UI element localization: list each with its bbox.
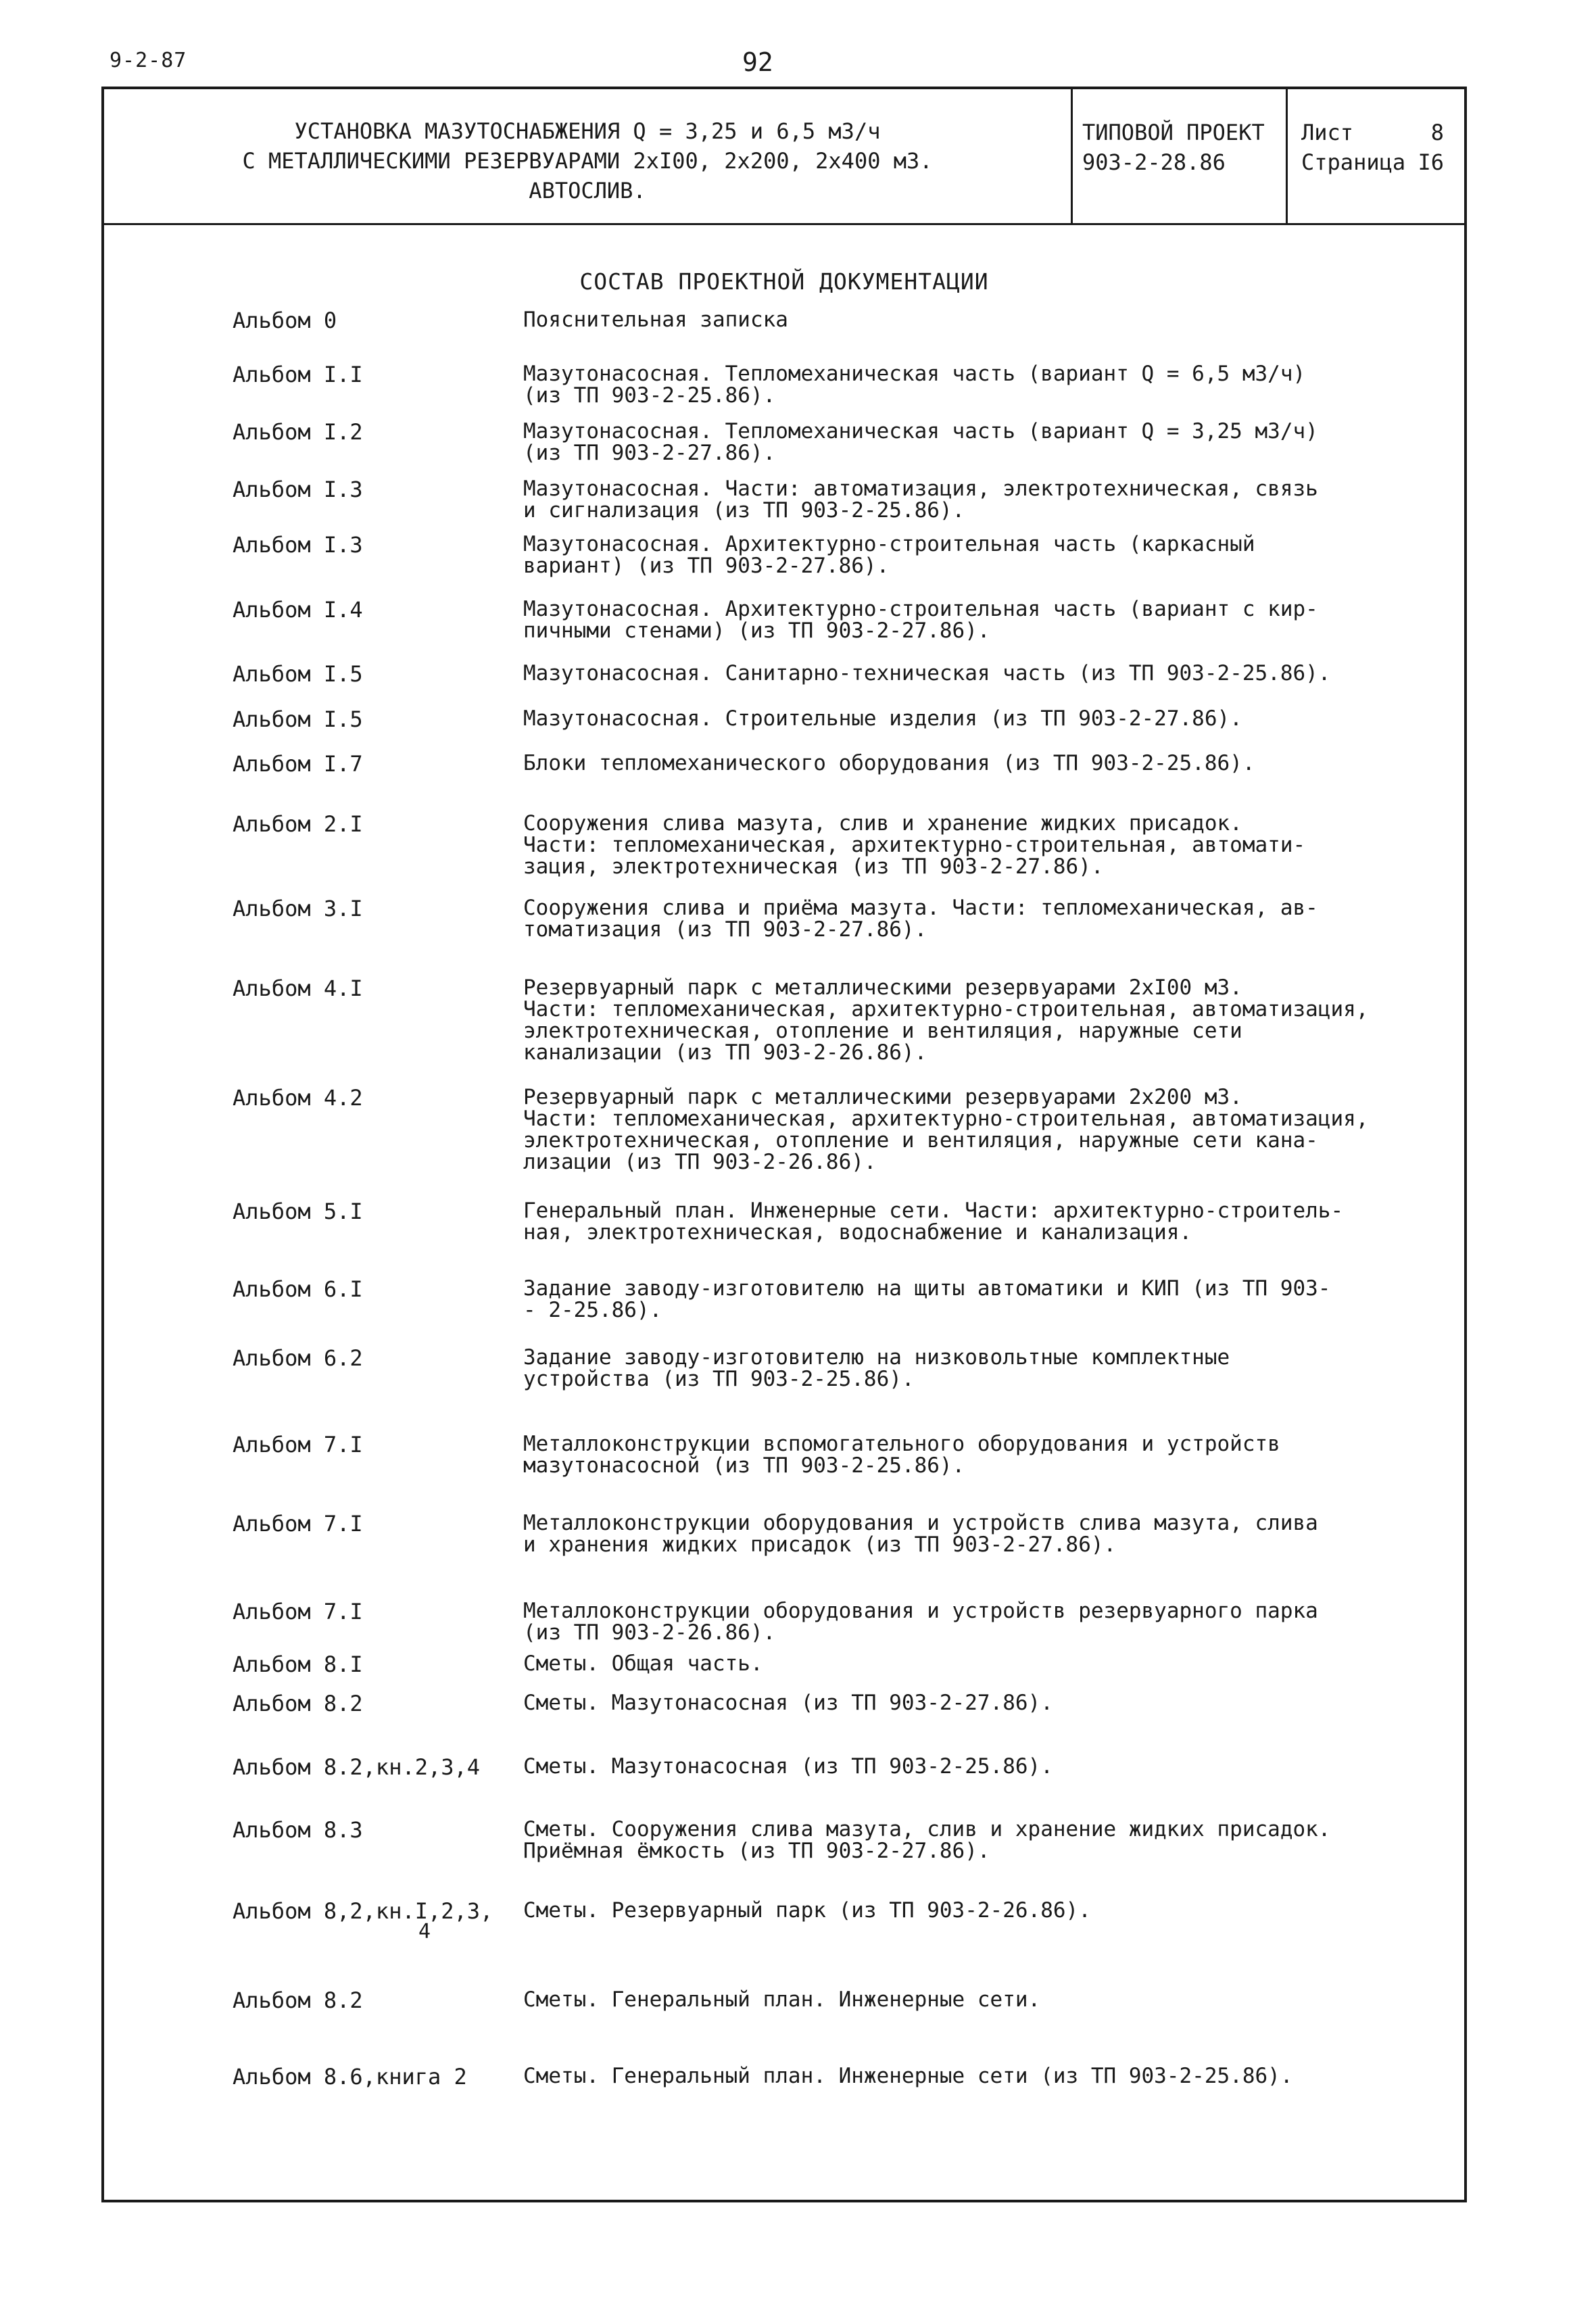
- album-description: Резервуарный парк с металлическими резервуарами 2х200 м3. Части: тепломеханическая, архитектурно-строительная, автоматизация, электротехническая, отопление и вентиляция, наружные сети кана- лизации (из ТП 903-2-26.86).: [523, 1085, 1369, 1174]
- album-description: Сметы. Резервуарный парк (из ТП 903-2-26.86).: [523, 1898, 1091, 1923]
- album-description: Резервуарный парк с металлическими резервуарами 2хI00 м3. Части: тепломеханическая, архитектурно-строительная, автоматизация, электротехническая, отопление и вентиляция, наружные сети канализации (из ТП 903-2-26.86).: [523, 975, 1369, 1065]
- documentation-heading: СОСТАВ ПРОЕКТНОЙ ДОКУМЕНТАЦИИ: [579, 268, 989, 295]
- album-label: Альбом I.I: [233, 362, 363, 387]
- album-label: Альбом 0: [233, 308, 337, 333]
- album-label: Альбом 8.2: [233, 1987, 363, 2013]
- album-description: Мазутонасосная. Архитектурно-строительная часть (каркасный вариант) (из ТП 903-2-27.86).: [523, 532, 1255, 578]
- album-description: Сметы. Мазутонасосная (из ТП 903-2-25.86).: [523, 1754, 1053, 1779]
- album-label: Альбом 4.I: [233, 975, 363, 1001]
- album-label: Альбом 3.I: [233, 896, 363, 921]
- title-block: [104, 89, 1464, 225]
- album-description: Блоки тепломеханического оборудования (из ТП 903-2-25.86).: [523, 751, 1255, 775]
- album-label: Альбом 8.3: [233, 1817, 363, 1843]
- album-label: Альбом 7.I: [233, 1599, 363, 1624]
- album-description: Сооружения слива мазута, слив и хранение жидких присадок. Части: тепломеханическая, архитектурно-строительная, автомати- зация, электротехническая (из ТП 903-2-27.86).: [523, 811, 1306, 879]
- album-description: Сметы. Сооружения слива мазута, слив и хранение жидких присадок. Приёмная ёмкость (из ТП 903-2-27.86).: [523, 1817, 1331, 1863]
- album-description: Металлоконструкции вспомогательного оборудования и устройств мазутонасосной (из ТП 903-2-25.86).: [523, 1432, 1280, 1478]
- album-description: Металлоконструкции оборудования и устройств резервуарного парка (из ТП 903-2-26.86).: [523, 1599, 1318, 1645]
- sheet-label: Лист: [1301, 120, 1354, 145]
- album-label: Альбом 8.I: [233, 1651, 363, 1677]
- album-label: Альбом I.5: [233, 661, 363, 687]
- album-description: Сметы. Генеральный план. Инженерные сети.: [523, 1987, 1041, 2012]
- album-description: Мазутонасосная. Тепломеханическая часть (вариант Q = 3,25 м3/ч) (из ТП 903-2-27.86).: [523, 419, 1318, 465]
- album-label: Альбом 8.2: [233, 1691, 363, 1716]
- album-label: Альбом 8.2,кн.2,3,4: [233, 1754, 481, 1780]
- album-label: Альбом I.2: [233, 419, 363, 445]
- album-label-subscript: 4: [418, 1920, 431, 1944]
- project-number: 903-2-28.86: [1082, 149, 1226, 175]
- page-label: Страница: [1301, 149, 1406, 175]
- album-label: Альбом I.5: [233, 706, 363, 732]
- title-block-project: [1073, 89, 1288, 223]
- title-block-title: [104, 89, 1073, 223]
- page-row: [1301, 147, 1464, 177]
- album-description: Сметы. Генеральный план. Инженерные сети (из ТП 903-2-25.86).: [523, 2064, 1293, 2088]
- album-description: Задание заводу-изготовителю на низковольтные комплектные устройства (из ТП 903-2-25.86).: [523, 1345, 1230, 1391]
- album-label: Альбом I.3: [233, 477, 363, 502]
- project-label: ТИПОВОЙ ПРОЕКТ: [1082, 120, 1265, 145]
- album-description: Мазутонасосная. Тепломеханическая часть (вариант Q = 6,5 м3/ч) (из ТП 903-2-25.86).: [523, 362, 1306, 408]
- title-line-3: АВТОСЛИВ.: [529, 178, 646, 203]
- album-label: Альбом 6.I: [233, 1276, 363, 1302]
- document-code: 9-2-87: [110, 49, 187, 72]
- album-description: Пояснительная записка: [523, 308, 788, 332]
- title-line-2: С МЕТАЛЛИЧЕСКИМИ РЕЗЕРВУАРАМИ 2хI00, 2х200, 2х400 м3.: [242, 148, 933, 174]
- album-description: Генеральный план. Инженерные сети. Части: архитектурно-строитель- ная, электротехническая, водоснабжение и канализация.: [523, 1199, 1344, 1245]
- album-description: Металлоконструкции оборудования и устройств слива мазута, слива и хранения жидких присадок (из ТП 903-2-27.86).: [523, 1511, 1318, 1557]
- album-label: Альбом 4.2: [233, 1085, 363, 1111]
- title-block-sheet: [1288, 89, 1464, 223]
- album-label: Альбом 7.I: [233, 1432, 363, 1457]
- page-value: I6: [1418, 149, 1444, 175]
- album-label: Альбом 7.I: [233, 1511, 363, 1537]
- album-label: Альбом I.4: [233, 597, 363, 623]
- sheet-value: 8: [1430, 120, 1444, 145]
- album-label: Альбом 6.2: [233, 1345, 363, 1371]
- title-line-1: УСТАНОВКА МАЗУТОСНАБЖЕНИЯ Q = 3,25 и 6,5 м3/ч: [294, 118, 881, 144]
- album-label: Альбом I.3: [233, 532, 363, 558]
- album-label: Альбом I.7: [233, 751, 363, 777]
- album-description: Сметы. Мазутонасосная (из ТП 903-2-27.86).: [523, 1691, 1053, 1715]
- album-description: Сметы. Общая часть.: [523, 1651, 763, 1676]
- sheet-row: [1301, 118, 1464, 147]
- page-number: 92: [742, 47, 773, 77]
- album-description: Мазутонасосная. Санитарно-техническая часть (из ТП 903-2-25.86).: [523, 661, 1331, 685]
- album-label: Альбом 5.I: [233, 1199, 363, 1224]
- album-description: Мазутонасосная. Архитектурно-строительная часть (вариант с кир- пичными стенами) (из ТП 903-2-27.86).: [523, 597, 1318, 643]
- album-label: Альбом 8.6,книга 2: [233, 2064, 467, 2090]
- album-description: Мазутонасосная. Строительные изделия (из ТП 903-2-27.86).: [523, 706, 1242, 731]
- album-description: Задание заводу-изготовителю на щиты автоматики и КИП (из ТП 903- - 2-25.86).: [523, 1276, 1331, 1322]
- document-frame: [101, 87, 1467, 2202]
- album-description: Мазутонасосная. Части: автоматизация, электротехническая, связь и сигнализация (из ТП 903-2-25.86).: [523, 477, 1318, 523]
- album-description: Сооружения слива и приёма мазута. Части: тепломеханическая, ав- томатизация (из ТП 903-2-27.86).: [523, 896, 1318, 942]
- album-label: Альбом 8,2,кн.I,2,3,: [233, 1898, 493, 1924]
- album-label: Альбом 2.I: [233, 811, 363, 837]
